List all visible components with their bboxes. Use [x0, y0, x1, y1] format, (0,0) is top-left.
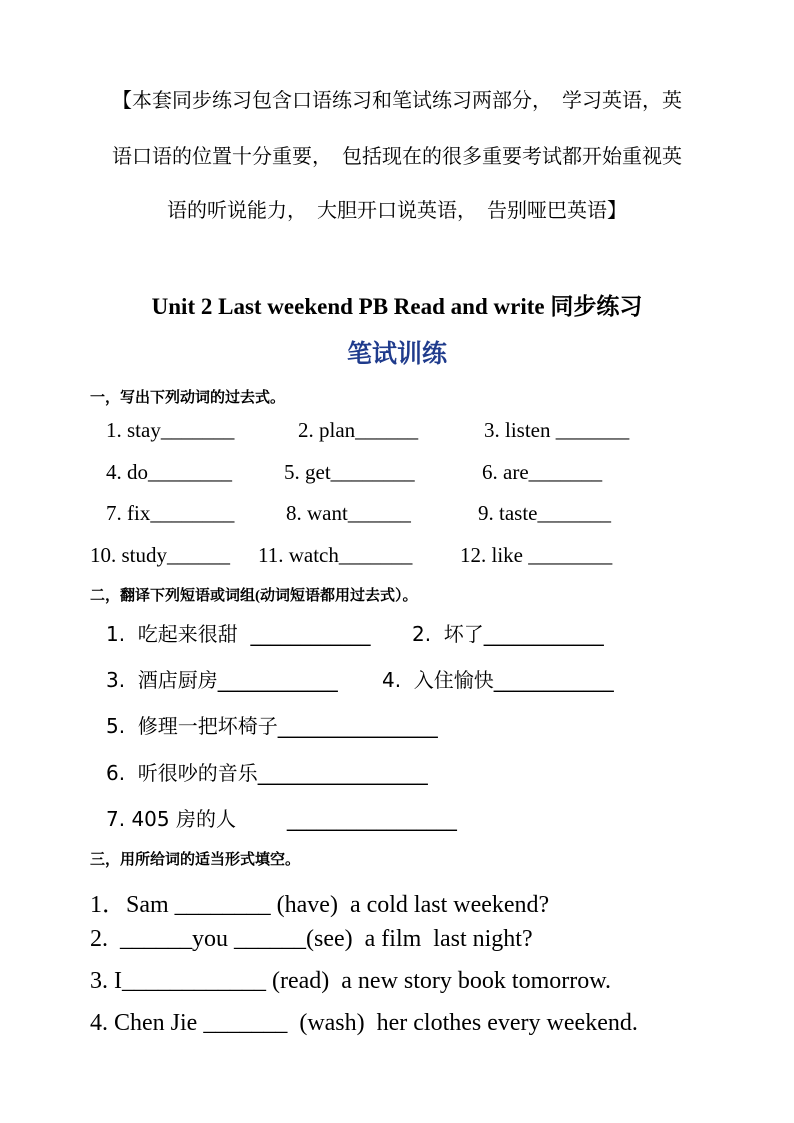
s2-item-7: 7. 405 房的人 _________________ — [106, 807, 457, 831]
s2-item-2: 2. 坏了____________ — [412, 622, 604, 646]
page-subtitle: 笔试训练 — [346, 341, 447, 368]
s2-item-6: 6. 听很吵的音乐_________________ — [106, 761, 428, 785]
intro-line-3: 语的听说能力， 大胆开口说英语， 告别哑巴英语】 — [167, 200, 627, 222]
section-2-heading: 二，翻译下列短语或词组(动词短语都用过去式）。 — [90, 588, 418, 604]
s3-item-3: 3. I____________ (read) a new story book tomorrow. — [90, 968, 612, 994]
s1-item-9: 9. taste_______ — [478, 501, 611, 525]
s1-item-8: 8. want______ — [286, 501, 411, 525]
s2-item-3: 3. 酒店厨房____________ — [106, 668, 338, 692]
s1-item-10: 10. study______ — [90, 543, 231, 567]
s3-item-2: 2. ______you ______(see) a film last night? — [90, 926, 533, 952]
s2-item-5: 5. 修理一把坏椅子________________ — [106, 714, 438, 738]
intro-line-1: 【本套同步练习包含口语练习和笔试练习两部分， 学习英语，英 — [112, 90, 682, 112]
s1-item-12: 12. like ________ — [460, 543, 613, 567]
s1-item-3: 3. listen _______ — [484, 418, 630, 442]
s2-item-4: 4. 入住愉快____________ — [382, 668, 614, 692]
s3-item-1: 1．Sam ________ (have) a cold last weekend? — [90, 892, 550, 918]
s1-item-11: 11. watch_______ — [258, 543, 413, 567]
page-title: Unit 2 Last weekend PB Read and write 同步练习 — [151, 294, 643, 319]
section-1-heading: 一，写出下列动词的过去式。 — [90, 390, 286, 406]
s1-item-4: 4. do________ — [106, 460, 232, 484]
s3-item-4: 4. Chen Jie _______ (wash) her clothes every weekend. — [90, 1010, 638, 1036]
s1-item-6: 6. are_______ — [482, 460, 603, 484]
s1-item-7: 7. fix________ — [106, 501, 235, 525]
s1-item-2: 2. plan______ — [298, 418, 419, 442]
s1-item-1: 1. stay_______ — [106, 418, 235, 442]
intro-line-2: 语口语的位置十分重要， 包括现在的很多重要考试都开始重视英 — [112, 146, 682, 168]
s1-item-5: 5. get________ — [284, 460, 415, 484]
s2-item-1: 1. 吃起来很甜 ____________ — [106, 622, 371, 646]
section-3-heading: 三，用所给词的适当形式填空。 — [90, 852, 301, 868]
